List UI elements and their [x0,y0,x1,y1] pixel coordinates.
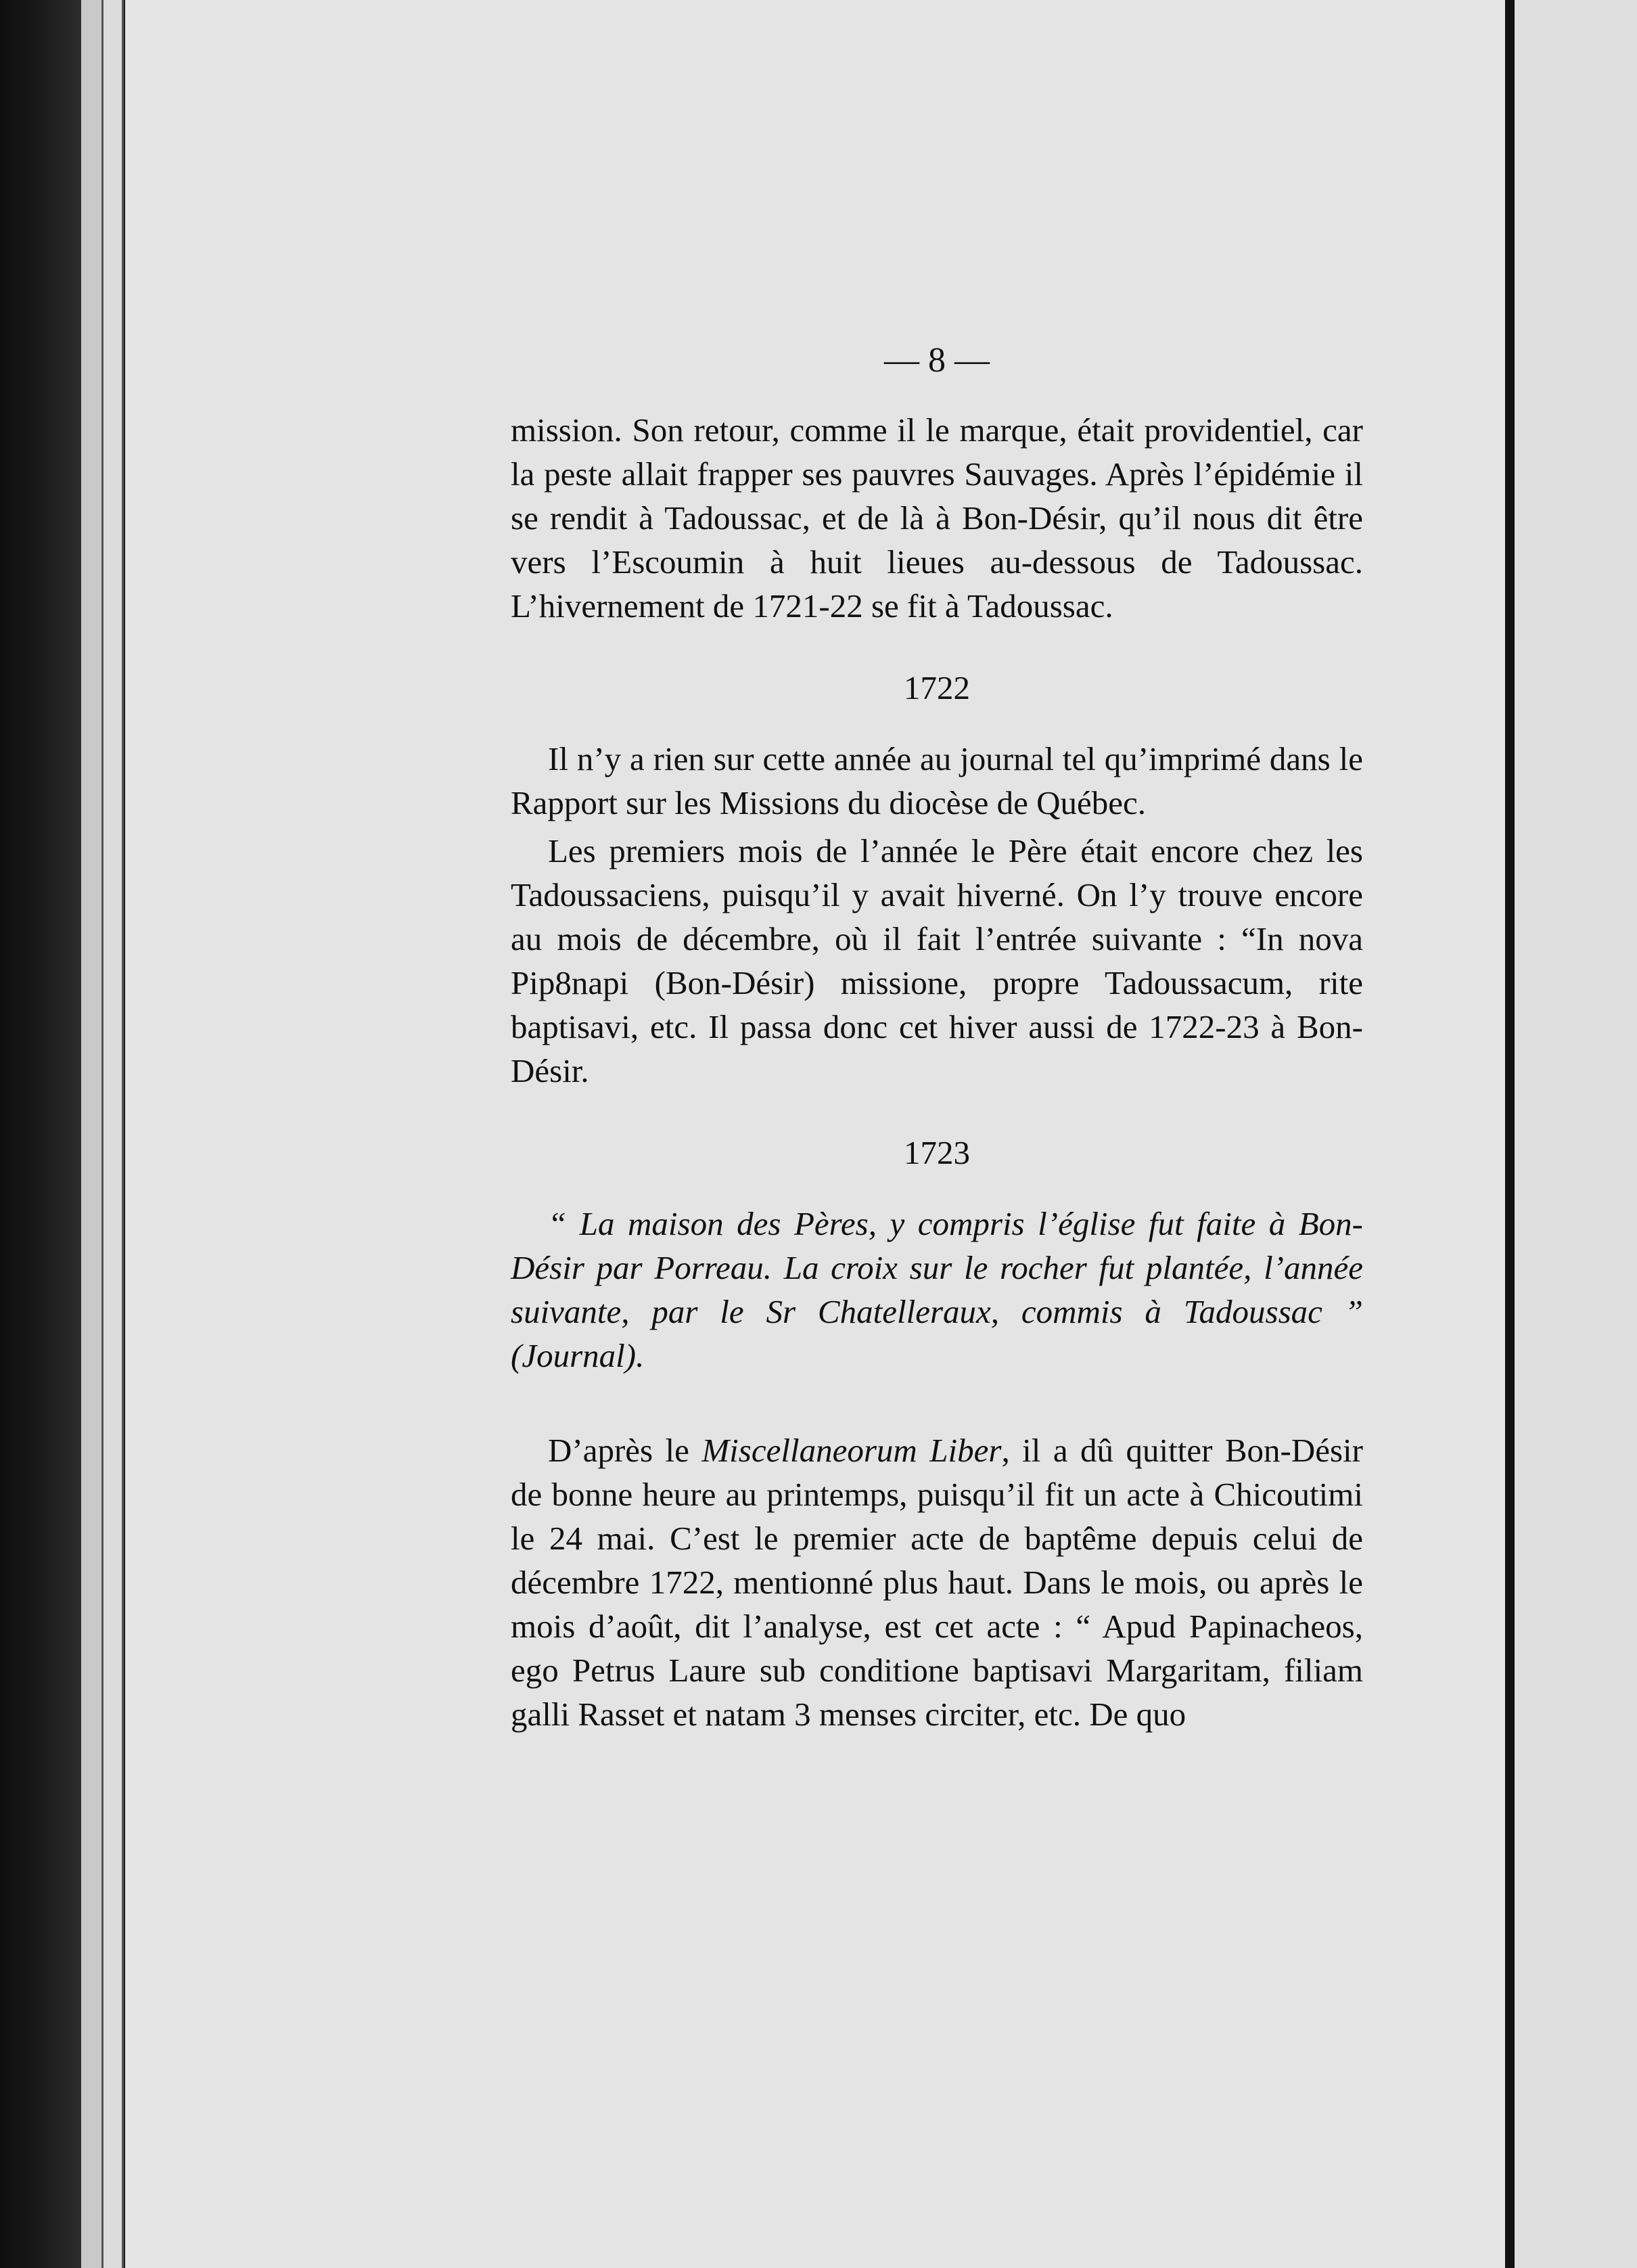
paragraph-continued: mission. Son retour, comme il le marque, était providentiel, car la peste allait frapper ses pauvres Sauvages. Après l’épidémie il se rendit à Tadoussac, et de là à Bon-Désir, qu’il nous dit être vers l’Escoumin à huit lieues au-dessous de Tadoussac. L’hivernement de 1721-22 se fit à Tadoussac. [511,411,1363,625]
gutter-shadow [1505,0,1515,2268]
paragraph-text: D’après le [548,1432,702,1469]
page-edge-line [101,0,103,2268]
paragraph: Il n’y a rien sur cette année au journal tel qu’imprimé dans le Rapport sur les Missions du diocèse de Québec. [511,740,1363,821]
page-edge-line [122,0,124,2268]
page-edge [101,0,122,2268]
paragraph: Les premiers mois de l’année le Père était encore chez les Tadoussaciens, puisqu’il y avait hiverné. On l’y trouve encore au mois de décembre, où il fait l’entrée suivante : “In nova Pip8napi (Bon-Désir) missione, propre Tadoussacum, rite baptisavi, etc. Il passa donc cet hiver aussi de 1722-23 à Bon-Désir. [511,832,1363,1089]
section-heading-1723: 1723 [904,1134,970,1171]
page-number: — 8 — [884,341,990,380]
spacer [511,1378,1363,1428]
book-title-italic: Miscellaneorum Liber [701,1432,1002,1469]
section-heading-1722: 1722 [904,669,970,706]
paragraph [511,1428,1363,1736]
facing-page-edge [1515,0,1637,2268]
page-text-column [511,338,1363,1736]
paragraph-text: , il a dû quitter Bon-Désir de bonne heure au printemps, puisqu’il fit un acte à Chicoutimi le 24 mai. C’est le premier acte de baptême depuis celui de décembre 1722, mentionné plus haut. Dans le mois, ou après le mois d’août, dit l’analyse, est cet acte : “ Apud Papinacheos, ego Petrus Laure sub conditione baptisavi Margaritam, filiam galli Rasset et natam 3 menses circiter, etc. De quo [511,1432,1363,1733]
journal-quote: “ La maison des Pères, y compris l’église fut faite à Bon-Désir par Porreau. La croix sur le rocher fut plantée, l’année suivante, par le Sr Chatelleraux, commis à Tadoussac ” (Journal). [511,1205,1363,1374]
